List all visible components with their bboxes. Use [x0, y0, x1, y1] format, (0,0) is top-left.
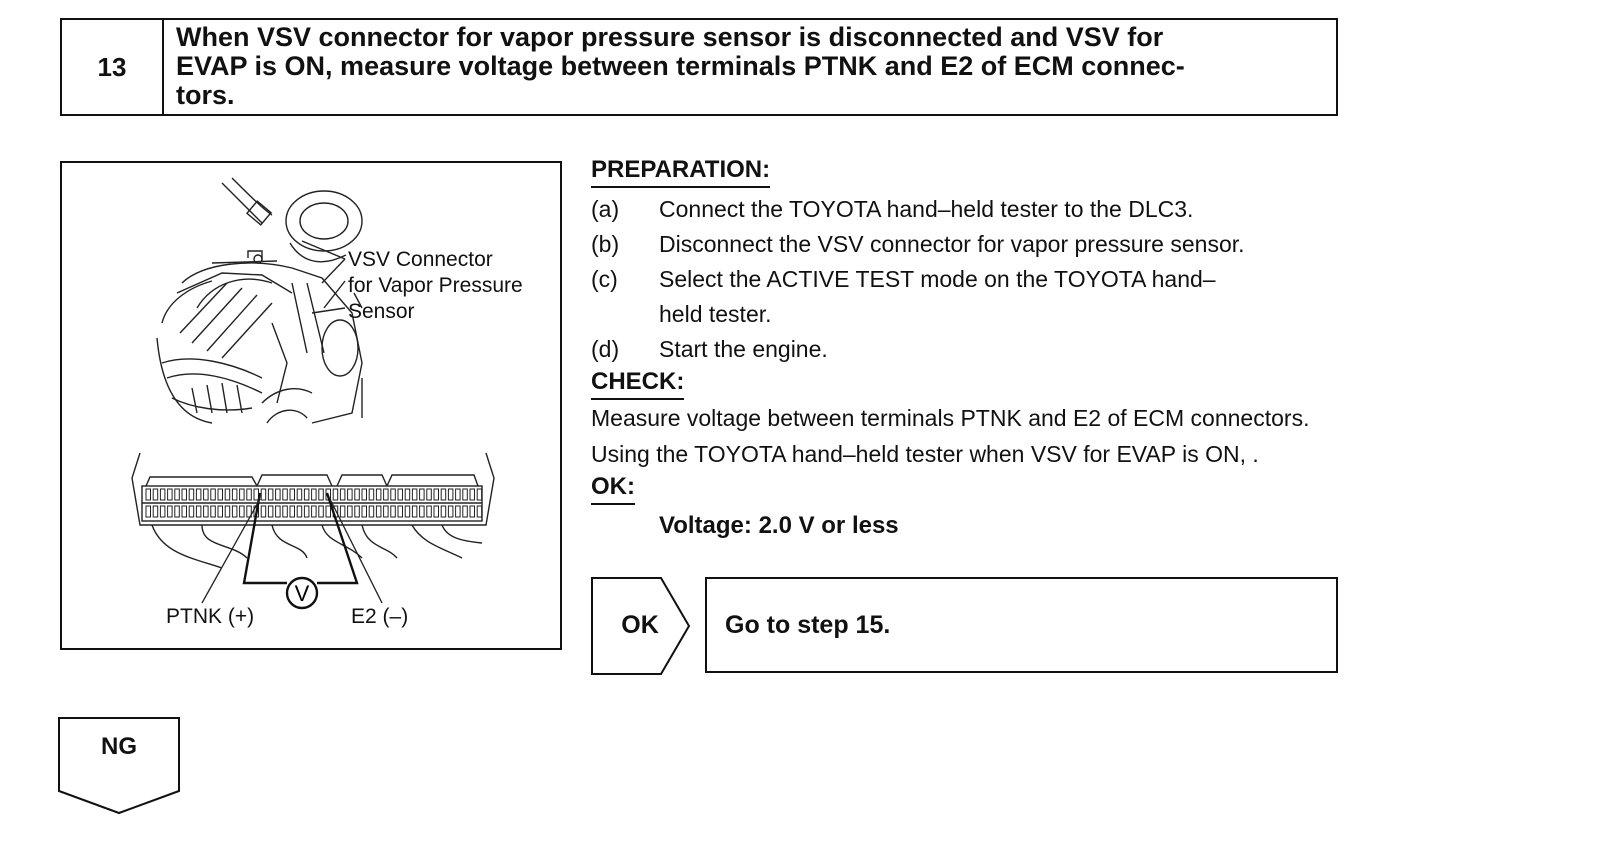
connector-pin [196, 506, 201, 517]
ng-arrow-label: NG [101, 733, 137, 760]
connector-pin [160, 489, 165, 500]
connector-pin [160, 506, 165, 517]
connector-pin [204, 489, 209, 500]
connector-pin [412, 506, 417, 517]
connector-pin [391, 489, 396, 500]
item-letter: (d) [591, 336, 620, 362]
connector-pin [268, 489, 273, 500]
connector-pin [463, 506, 468, 517]
connector-pin [333, 489, 338, 500]
connector-pin [362, 489, 367, 500]
connector-pin [319, 489, 324, 500]
connector-pin [376, 506, 381, 517]
connector-pin [456, 506, 461, 517]
connector-pin [146, 506, 151, 517]
connector-pin [283, 506, 288, 517]
connector-pin [391, 506, 396, 517]
instructions [591, 155, 1351, 541]
connector-pin [463, 489, 468, 500]
connector-pin [470, 506, 475, 517]
connector-pin [211, 506, 216, 517]
connector-pin [427, 489, 432, 500]
connector-pin [448, 489, 453, 500]
connector-pin [182, 489, 187, 500]
connector-pin [384, 489, 389, 500]
item-text: Connect the TOYOTA hand–held tester to the DLC3. [659, 196, 1194, 222]
connector-pin [348, 506, 353, 517]
item-letter: (c) [591, 266, 618, 292]
connector-pin [319, 506, 324, 517]
connector-pin [290, 489, 295, 500]
connector-pin [477, 506, 482, 517]
connector-pin [340, 506, 345, 517]
check-text: Measure voltage between terminals PTNK and E2 of ECM connectors. Using the TOYOTA hand–held tester when VSV for EVAP is ON, . [591, 405, 1310, 467]
ng-arrow-shape [58, 717, 182, 817]
engine-and-ecm-illustration [62, 163, 560, 648]
connector-pin [312, 489, 317, 500]
engine-illustration [157, 178, 362, 423]
connector-pin [348, 489, 353, 500]
connector-pin [189, 506, 194, 517]
item-text: Select the ACTIVE TEST mode on the TOYOTA hand–held tester. [659, 266, 1216, 327]
item-letter: (b) [591, 231, 620, 257]
step-title-line: EVAP is ON, measure voltage between terminals PTNK and E2 of ECM connec- [176, 51, 1185, 81]
connector-pin [211, 489, 216, 500]
connector-pin [384, 506, 389, 517]
item-text: Disconnect the VSV connector for vapor pressure sensor. [659, 231, 1245, 257]
connector-pin [470, 489, 475, 500]
connector-pin [261, 489, 266, 500]
connector-pin [196, 489, 201, 500]
connector-pin [369, 506, 374, 517]
voltage-spec: Voltage: 2.0 V or less [659, 512, 899, 539]
connector-pin [362, 506, 367, 517]
item-letter: (a) [591, 196, 620, 222]
connector-pin [283, 489, 288, 500]
connector-pin [182, 506, 187, 517]
connector-pin [276, 506, 281, 517]
connector-pin [153, 506, 158, 517]
connector-pin [434, 489, 439, 500]
step-header [60, 18, 1338, 116]
connector-pin [398, 506, 403, 517]
connector-pin [247, 489, 252, 500]
connector-pin [420, 506, 425, 517]
vsv-label-line: VSV Connector [348, 248, 493, 271]
connector-pin [218, 489, 223, 500]
preparation-heading: PREPARATION: [591, 155, 770, 188]
preparation-item [591, 227, 1351, 262]
connector-pin [268, 506, 273, 517]
vsv-label-line: Sensor [348, 300, 415, 323]
connector-pin [355, 489, 360, 500]
connector-pin [398, 489, 403, 500]
check-heading: CHECK: [591, 367, 684, 400]
connector-pin [355, 506, 360, 517]
connector-pin [477, 489, 482, 500]
connector-pin [441, 506, 446, 517]
step-title-line: When VSV connector for vapor pressure sensor is disconnected and VSV for [176, 22, 1164, 52]
connector-pin [405, 489, 410, 500]
preparation-list [591, 192, 1351, 367]
connector-pin [412, 489, 417, 500]
step-title-line: tors. [176, 80, 235, 110]
step-title [164, 20, 1336, 114]
connector-pin [175, 489, 180, 500]
connector-pin [441, 489, 446, 500]
connector-pin [420, 489, 425, 500]
connector-pin [240, 506, 245, 517]
connector-pin [456, 489, 461, 500]
connector-pin [448, 506, 453, 517]
connector-pin [405, 506, 410, 517]
item-text: Start the engine. [659, 336, 828, 362]
connector-pin [312, 506, 317, 517]
connector-pin [225, 489, 230, 500]
connector-pin [225, 506, 230, 517]
preparation-item [591, 262, 1351, 332]
connector-pin [369, 489, 374, 500]
connector-pin [276, 489, 281, 500]
step-number: 13 [62, 20, 164, 114]
voltmeter-label: V [294, 581, 310, 606]
connector-pin [304, 506, 309, 517]
preparation-item [591, 332, 1351, 367]
connector-pin [218, 506, 223, 517]
connector-pin [326, 506, 331, 517]
connector-diagram [60, 161, 562, 650]
connector-pin [204, 506, 209, 517]
connector-pin [232, 506, 237, 517]
ptnk-terminal-label: PTNK (+) [166, 605, 255, 628]
ok-arrow-label: OK [621, 611, 659, 639]
connector-pin [297, 489, 302, 500]
ok-heading: OK: [591, 472, 635, 505]
connector-pin [232, 489, 237, 500]
connector-pin [168, 489, 173, 500]
connector-pin [168, 506, 173, 517]
connector-pin [304, 489, 309, 500]
connector-pin [153, 489, 158, 500]
ok-result-box: Go to step 15. [705, 577, 1338, 673]
connector-pin [189, 489, 194, 500]
connector-pin [340, 489, 345, 500]
connector-pin [297, 506, 302, 517]
connector-pin [376, 489, 381, 500]
preparation-item [591, 192, 1351, 227]
vsv-label-line: for Vapor Pressure [348, 274, 523, 297]
connector-pin [254, 489, 259, 500]
connector-pin [290, 506, 295, 517]
connector-pin [175, 506, 180, 517]
ecm-connector-illustration [132, 453, 494, 568]
connector-pin [146, 489, 151, 500]
e2-terminal-label: E2 (–) [351, 605, 409, 628]
connector-pin [427, 506, 432, 517]
connector-pin [240, 489, 245, 500]
connector-pin [434, 506, 439, 517]
vsv-connector-label [348, 247, 523, 325]
connector-pin [261, 506, 266, 517]
